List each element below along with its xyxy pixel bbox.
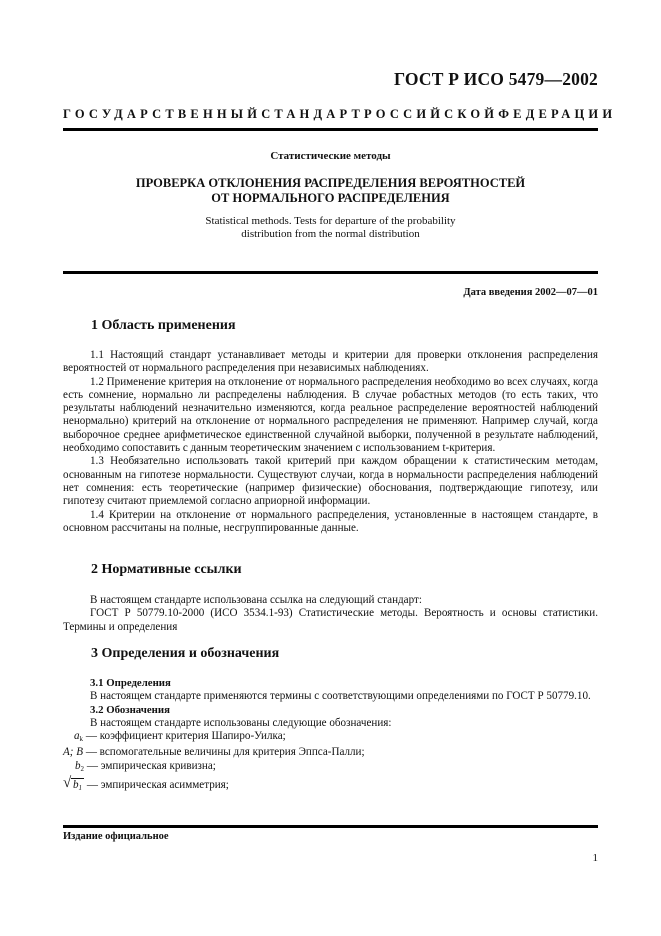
symbol-subscript: k (79, 735, 84, 744)
banner-word: СТАНДАРТ (261, 107, 365, 121)
section-1-body (63, 349, 598, 535)
banner-word: ФЕДЕРАЦИИ (498, 107, 617, 121)
section-3-heading: 3 Определения и обозначения (91, 646, 280, 661)
symbol-description: — эмпирическая кривизна; (86, 759, 216, 772)
square-root-symbol (65, 779, 84, 795)
document-code: ГОСТ Р ИСО 5479—2002 (393, 69, 598, 89)
title-en-line: distribution from the normal distribution (241, 228, 420, 240)
subsection-heading: 3.2 Обозначения (90, 703, 170, 716)
paragraph: 1.1 Настоящий стандарт устанавливает методы и критерии для проверки отклонения распределения вероятностей от нормального распределения при независимых наблюдениях. (63, 349, 598, 375)
page-number: 1 (592, 852, 598, 864)
symbol-entry (63, 730, 598, 746)
symbol: A; B (63, 746, 84, 759)
paragraph: В настоящем стандарте использованы следующие обозначения: (90, 716, 392, 729)
symbol: a (74, 730, 80, 743)
title-en-line: Statistical methods. Tests for departure of the probability (205, 215, 456, 227)
symbol: b (73, 779, 79, 792)
section-1-heading: 1 Область применения (91, 318, 236, 333)
document-title-en (63, 215, 598, 241)
banner-word: ГОСУДАРСТВЕННЫЙ (63, 107, 262, 121)
paragraph: 1.2 Применение критерия на отклонение от нормального распределения необходимо во всех случаях, когда есть сомнение, нормально ли распределены наблюдения. В случае робастных методов (то есть таких, что результаты наблюдений незначительно изменяются, когда реальное распределение вероятностей наблюдений ненормально) критерий на отклонение от нормального распределения не применяют. Например случай, когда выборочное среднее арифметическое единственной случайной выборки, полученной в результате наблюдений, необходимо сопоставить с данным теоретическим значением с использованием t-критерия. (63, 375, 598, 455)
title-ru-line: ОТ НОРМАЛЬНОГО РАСПРЕДЕЛЕНИЯ (211, 191, 450, 205)
title-rule (63, 271, 598, 274)
official-edition-label: Издание официальное (63, 831, 169, 842)
section-2-heading: 2 Нормативные ссылки (91, 562, 242, 577)
series-title: Статистические методы (270, 150, 391, 162)
footer-rule (63, 825, 598, 828)
symbol: b (75, 759, 81, 772)
symbol-description: — коэффициент критерия Шапиро-Уилка; (85, 730, 286, 743)
symbol-description: — эмпирическая асимметрия; (86, 779, 229, 792)
symbol-entry (63, 746, 598, 759)
symbol-description: — вспомогательные величины для критерия Эппса-Палли; (85, 746, 365, 759)
paragraph: 1.4 Критерии на отклонение от нормального распределения, установленные в настоящем стандарте, в основном рассчитаны на полные, несгруппированные данные. (63, 508, 598, 534)
banner-word: РОССИЙСКОЙ (364, 107, 499, 121)
title-ru-line: ПРОВЕРКА ОТКЛОНЕНИЯ РАСПРЕДЕЛЕНИЯ ВЕРОЯТНОСТЕЙ (135, 176, 526, 190)
section-3-body (63, 677, 598, 795)
reference-item: ГОСТ Р 50779.10-2000 (ИСО 3534.1-93) Статистические методы. Вероятность и основы статистики. Термины и определения (63, 607, 598, 633)
state-standard-banner (63, 107, 617, 122)
top-rule (63, 128, 598, 131)
symbol-entry (63, 760, 598, 776)
symbol-entry (63, 779, 598, 795)
symbol-subscript: 2 (80, 764, 85, 773)
section-2-body (63, 594, 598, 634)
paragraph: 1.3 Необязательно использовать такой критерий при каждом обращении к статистическим методам, основанным на гипотезе нормальности. Существуют случаи, когда в нормальности распределения наблюдений нет сомнения: есть теоретические (например физические) обоснования, подтверждающие гипотезу, или гипотезу считают приемлемой согласно априорной информации. (63, 455, 598, 508)
paragraph: В настоящем стандарте использована ссылка на следующий стандарт: (90, 594, 422, 606)
introduction-date: Дата введения 2002—07—01 (463, 287, 598, 298)
paragraph: В настоящем стандарте применяются термины с соответствующими определениями по ГОСТ Р 50779.10. (90, 690, 591, 703)
symbol-subscript: 1 (78, 784, 83, 793)
subsection-heading: 3.1 Определения (90, 677, 171, 689)
document-title-ru (63, 176, 598, 206)
